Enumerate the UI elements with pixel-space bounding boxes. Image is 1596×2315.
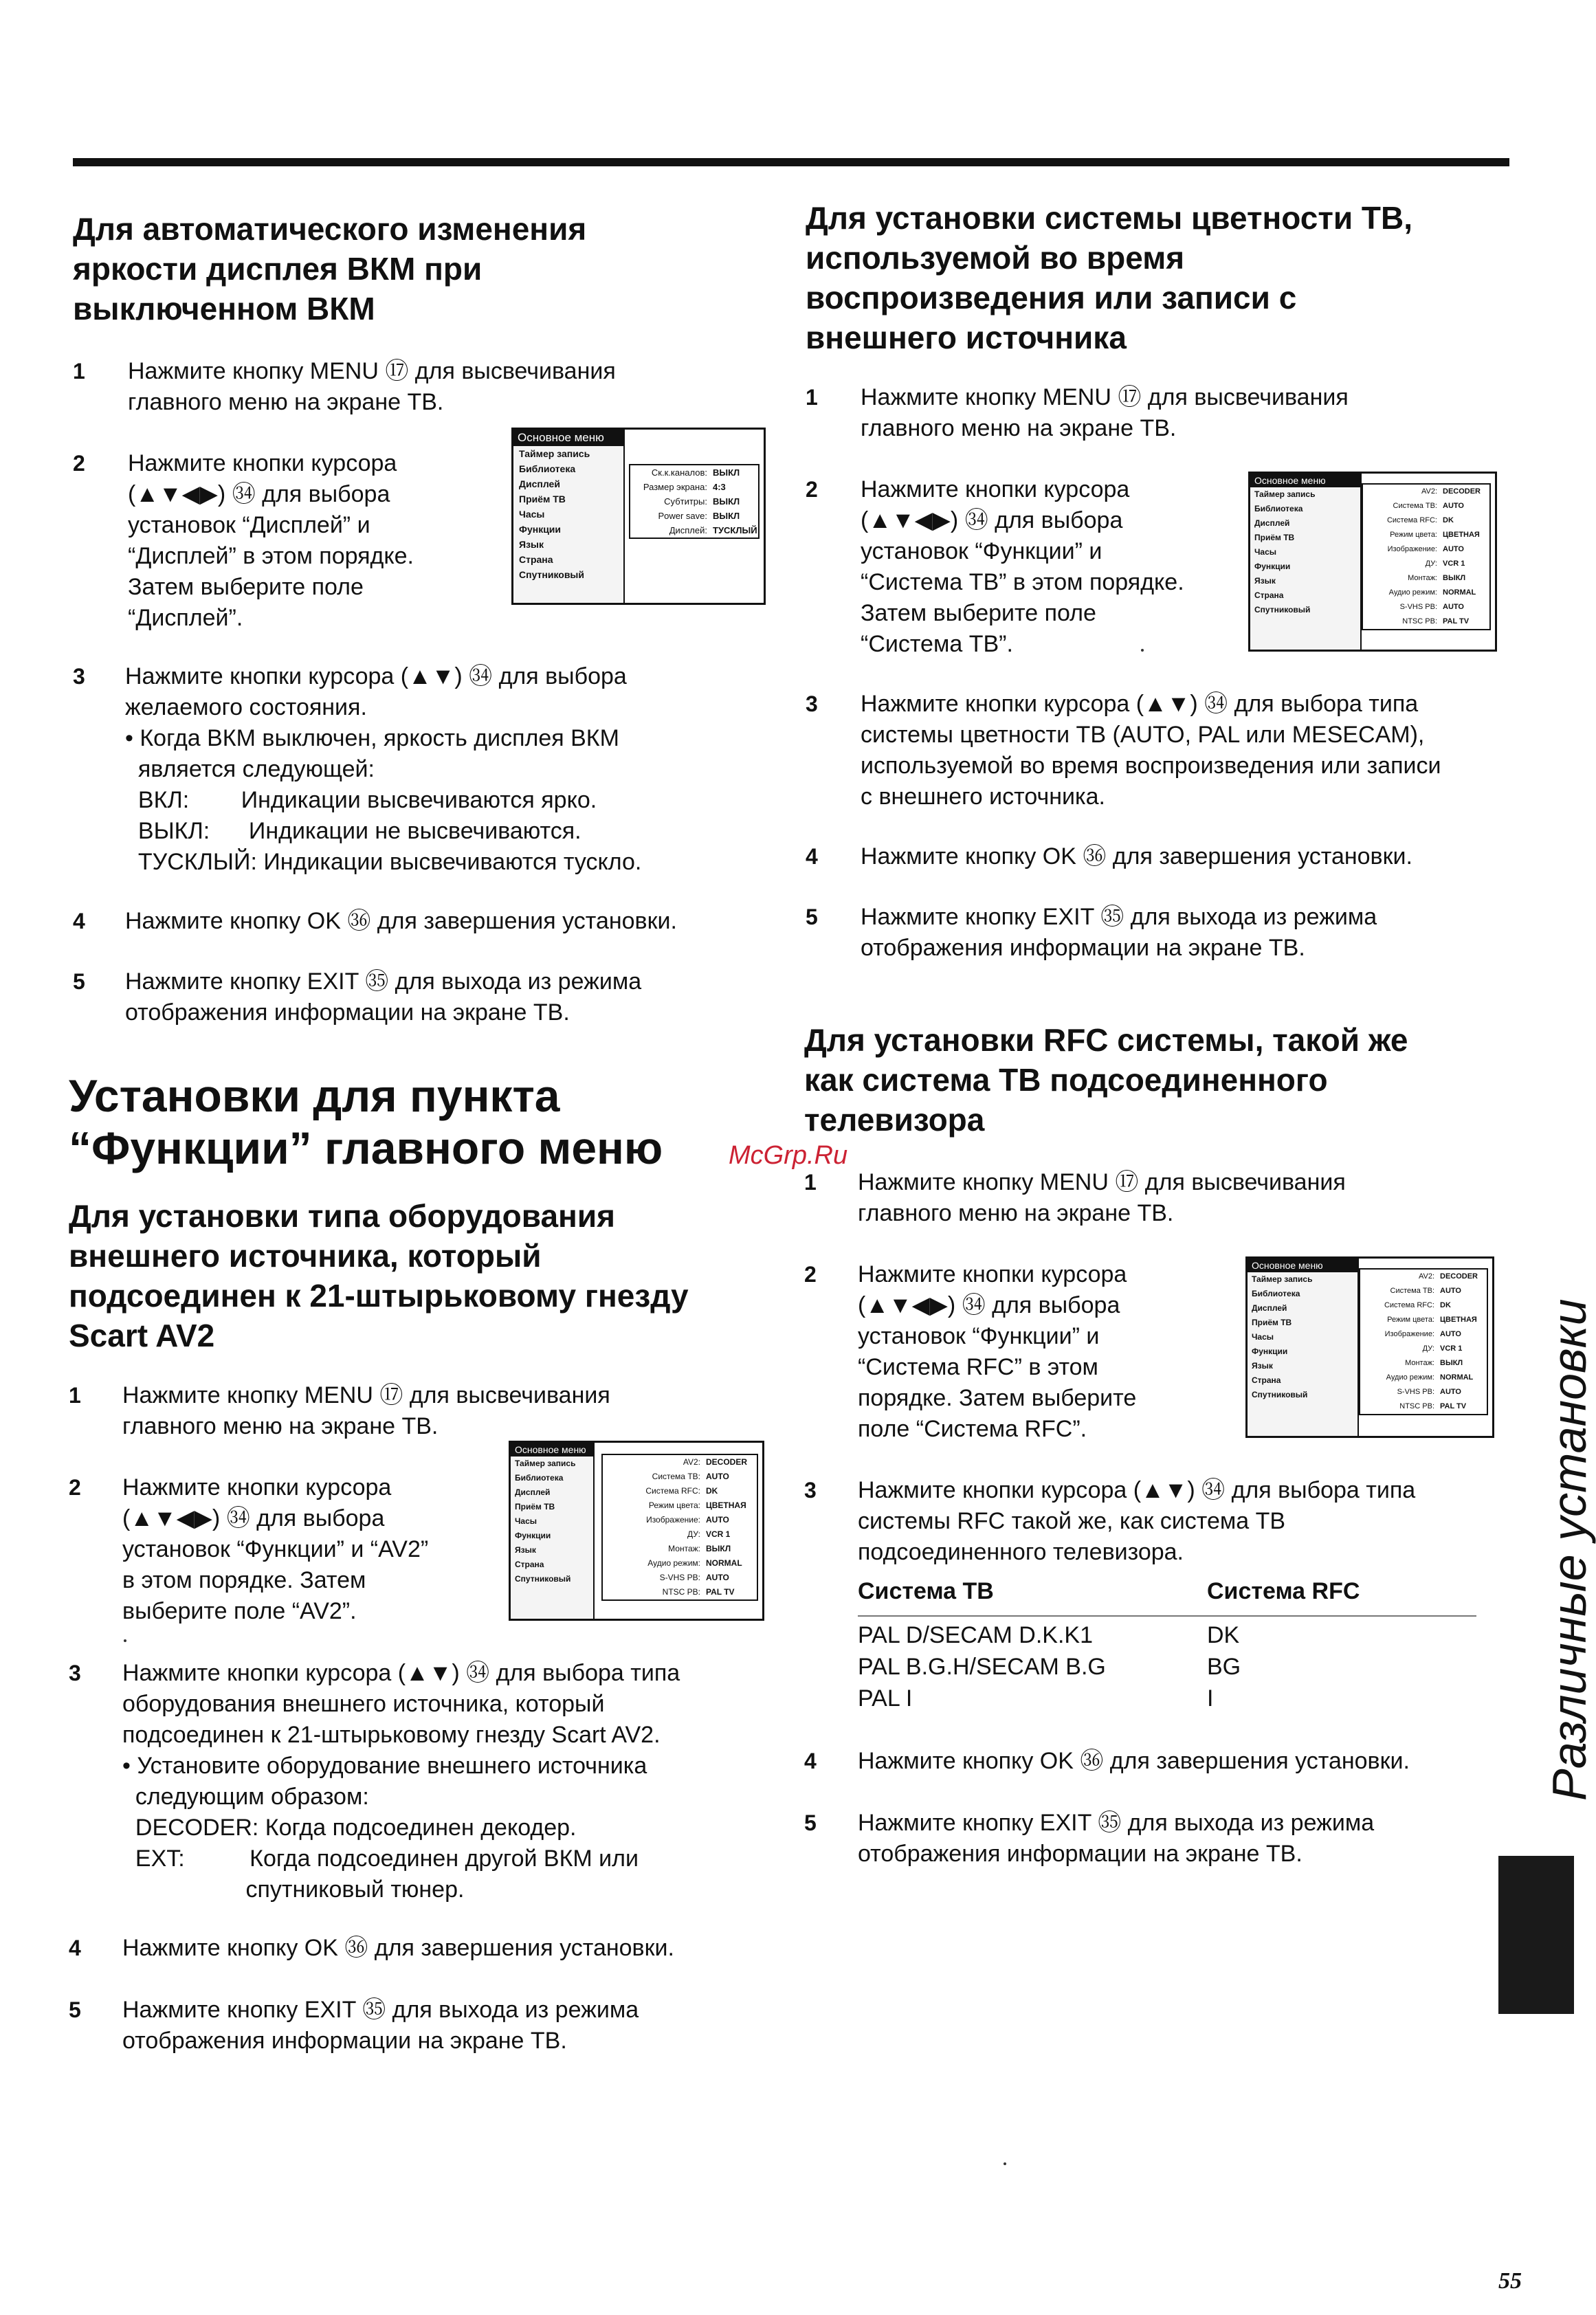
step-line: Нажмите кнопку MENU ⑰ для высвечивания xyxy=(122,1382,610,1408)
menu-setting-key: Система ТВ: xyxy=(652,1472,700,1481)
side-tab-label: Различные установки xyxy=(1542,1298,1596,1801)
step-line: подсоединен к 21-штырьковому гнезду Scart AV2. xyxy=(122,1722,661,1748)
heading-line: яркости дисплея ВКМ при xyxy=(73,251,483,287)
tv-menu-av2 xyxy=(509,1441,764,1621)
step-number: 5 xyxy=(804,1810,817,1835)
heading-auto-brightness xyxy=(73,209,586,329)
menu-item: Приём ТВ xyxy=(519,494,566,505)
menu-item: Дисплей xyxy=(1252,1303,1287,1313)
menu-setting-value: AUTO xyxy=(706,1515,729,1525)
menu-item: Дисплей xyxy=(519,478,560,489)
step-line: Нажмите кнопки курсора xyxy=(858,1261,1127,1287)
step-line: главного меню на экране ТВ. xyxy=(861,415,1177,441)
step-line: ВКЛ: Индикации высвечиваются ярко. xyxy=(125,787,597,813)
menu-title: Основное меню xyxy=(511,1443,593,1456)
menu-setting-value: AUTO xyxy=(1443,545,1464,553)
step-line: системы RFC такой же, как система ТВ xyxy=(858,1508,1286,1534)
menu-setting-value: DK xyxy=(1440,1301,1451,1309)
table-cell: I xyxy=(1207,1685,1214,1712)
heading-line: подсоединен к 21-штырьковому гнезду xyxy=(69,1278,689,1314)
menu-setting-value: ВЫКЛ xyxy=(1440,1359,1463,1367)
table-cell: BG xyxy=(1207,1654,1241,1680)
step-text xyxy=(122,1933,674,1964)
menu-settings-panel xyxy=(1359,1268,1488,1415)
step-text xyxy=(122,1658,680,1905)
step-number: 1 xyxy=(69,1383,81,1408)
menu-setting-value: AUTO xyxy=(1443,603,1464,611)
heading-line: Для установки типа оборудования xyxy=(69,1198,615,1234)
menu-setting-key: Дисплей: xyxy=(669,525,707,535)
menu-setting-key: S-VHS PB: xyxy=(1397,1388,1434,1396)
step-line: выберите поле “AV2”. xyxy=(122,1598,357,1624)
menu-item: Язык xyxy=(1254,576,1276,586)
step-line: является следующей: xyxy=(125,756,375,782)
menu-title: Основное меню xyxy=(513,430,623,446)
menu-setting-key: S-VHS PB: xyxy=(1399,603,1437,611)
step-text xyxy=(125,661,641,878)
menu-item: Библиотека xyxy=(519,463,576,474)
side-tab-block xyxy=(1498,1856,1574,2014)
menu-setting-value: AUTO xyxy=(706,1472,729,1481)
step-text xyxy=(128,356,616,418)
step-text xyxy=(858,1475,1415,1568)
menu-setting-key: Система ТВ: xyxy=(1393,502,1437,510)
heading-line: воспроизведения или записи с xyxy=(806,280,1297,315)
step-number: 3 xyxy=(804,1478,817,1503)
step-number: 2 xyxy=(804,1262,817,1287)
menu-item: Библиотека xyxy=(1254,504,1303,513)
menu-setting-key: Субтитры: xyxy=(664,496,707,507)
menu-setting-value: ВЫКЛ xyxy=(713,467,740,478)
heading-line: Scart AV2 xyxy=(69,1318,215,1353)
step-text xyxy=(861,841,1412,872)
step-number: 1 xyxy=(804,1170,817,1195)
table-cell: PAL B.G.H/SECAM B.G xyxy=(858,1654,1106,1680)
heading-line: Для установки RFC системы, такой же xyxy=(804,1022,1408,1058)
menu-setting-key: Система RFC: xyxy=(1384,1301,1434,1309)
menu-setting-key: Изображение: xyxy=(1384,1330,1434,1338)
menu-item: Функции xyxy=(1252,1347,1288,1356)
menu-setting-key: Аудио режим: xyxy=(647,1558,700,1568)
step-line: Нажмите кнопку OK ㊱ для завершения установки. xyxy=(122,1935,674,1961)
menu-setting-key: AV2: xyxy=(1418,1272,1434,1281)
step-line: Нажмите кнопку EXIT ㉟ для выхода из режима xyxy=(125,968,642,995)
menu-setting-value: DECODER xyxy=(1443,487,1481,496)
step-line: Нажмите кнопки курсора (▲▼) ㉞ для выбора xyxy=(125,663,627,689)
heading-rfc-system xyxy=(804,1020,1408,1140)
step-line: Нажмите кнопки курсора xyxy=(861,476,1130,502)
step-line: Нажмите кнопку OK ㊱ для завершения установки. xyxy=(125,908,677,934)
watermark: McGrp.Ru xyxy=(729,1141,848,1170)
menu-item: Страна xyxy=(515,1560,544,1569)
step-line: отображения информации на экране ТВ. xyxy=(861,935,1305,961)
step-number: 5 xyxy=(69,1997,81,2022)
menu-setting-key: Монтаж: xyxy=(1408,574,1437,582)
menu-item: Приём ТВ xyxy=(1252,1318,1292,1327)
top-rule xyxy=(73,158,1509,166)
heading-line: Для автоматического изменения xyxy=(73,211,587,247)
menu-setting-key: ДУ: xyxy=(687,1529,700,1539)
menu-settings-panel xyxy=(629,464,760,539)
step-text xyxy=(125,906,677,937)
menu-setting-key: NTSC PB: xyxy=(1399,1402,1434,1410)
menu-setting-key: Система RFC: xyxy=(1386,516,1437,524)
menu-item: Часы xyxy=(1252,1332,1274,1342)
heading-line: телевизора xyxy=(804,1102,985,1138)
menu-setting-value: ЦВЕТНАЯ xyxy=(706,1500,746,1510)
menu-setting-key: Ск.к.каналов: xyxy=(651,467,707,478)
menu-setting-value: PAL TV xyxy=(1440,1402,1467,1410)
menu-setting-value: DECODER xyxy=(706,1457,748,1467)
menu-setting-key: S-VHS PB: xyxy=(659,1573,700,1582)
menu-item: Страна xyxy=(1254,590,1284,600)
menu-setting-key: Монтаж: xyxy=(668,1544,700,1553)
menu-item: Библиотека xyxy=(515,1473,564,1483)
step-line: (▲▼◀▶) ㉞ для выбора xyxy=(861,507,1123,533)
menu-item: Часы xyxy=(519,509,545,520)
menu-setting-value: ВЫКЛ xyxy=(706,1544,731,1553)
step-line: порядке. Затем выберите xyxy=(858,1385,1137,1411)
step-line: (▲▼◀▶) ㉞ для выбора xyxy=(122,1505,385,1531)
menu-setting-value: AUTO xyxy=(1440,1388,1461,1396)
menu-setting-value: VCR 1 xyxy=(1440,1344,1463,1353)
heading-line: Установки для пункта xyxy=(69,1070,560,1121)
step-number: 5 xyxy=(806,905,818,929)
step-line: Нажмите кнопки курсора xyxy=(128,450,397,476)
menu-item: Функции xyxy=(1254,562,1291,571)
menu-setting-value: VCR 1 xyxy=(706,1529,731,1539)
menu-item: Часы xyxy=(515,1516,537,1526)
step-line: главного меню на экране ТВ. xyxy=(122,1413,439,1439)
menu-item: Приём ТВ xyxy=(515,1502,555,1511)
heading-av2-equipment xyxy=(69,1196,689,1355)
menu-setting-value: NORMAL xyxy=(706,1558,742,1568)
menu-setting-value: ЦВЕТНАЯ xyxy=(1443,531,1480,539)
step-line: установок “Функции” и xyxy=(858,1323,1100,1349)
step-line: в этом порядке. Затем xyxy=(122,1567,366,1593)
menu-setting-key: Аудио режим: xyxy=(1388,588,1437,597)
heading-line: внешнего источника, который xyxy=(69,1238,542,1274)
menu-item: Страна xyxy=(519,554,553,565)
heading-line: “Функции” главного меню xyxy=(69,1122,663,1173)
step-text xyxy=(858,1808,1374,1870)
step-line: с внешнего источника. xyxy=(861,784,1105,810)
menu-item: Спутниковый xyxy=(519,569,584,580)
step-line: ВЫКЛ: Индикации не высвечиваются. xyxy=(125,818,581,844)
step-line: Нажмите кнопки курсора (▲▼) ㉞ для выбора типа xyxy=(122,1660,680,1686)
step-line: Затем выберите поле xyxy=(861,600,1096,626)
menu-setting-key: Режим цвета: xyxy=(1387,1316,1434,1324)
menu-item: Таймер запись xyxy=(1254,489,1316,499)
step-text xyxy=(861,474,1184,660)
step-number: 2 xyxy=(806,477,818,502)
menu-setting-value: AUTO xyxy=(1440,1330,1461,1338)
menu-item: Таймер запись xyxy=(519,448,590,459)
table-cell: PAL D/SECAM D.K.K1 xyxy=(858,1622,1093,1648)
menu-item: Спутниковый xyxy=(1254,605,1311,614)
step-line: установок “Функции” и “AV2” xyxy=(122,1536,429,1562)
stray-dot xyxy=(124,1639,126,1642)
step-line: установок “Дисплей” и xyxy=(128,512,370,538)
step-text xyxy=(858,1746,1410,1777)
step-line: Нажмите кнопку EXIT ㉟ для выхода из режима xyxy=(858,1810,1375,1836)
step-line: • Установите оборудование внешнего источника xyxy=(122,1753,647,1779)
step-number: 4 xyxy=(804,1749,817,1773)
menu-item: Дисплей xyxy=(1254,518,1290,528)
step-line: (▲▼◀▶) ㉞ для выбора xyxy=(128,481,390,507)
menu-setting-key: ДУ: xyxy=(1425,560,1437,568)
step-line: подсоединенного телевизора. xyxy=(858,1539,1184,1565)
menu-setting-key: Система RFC: xyxy=(645,1486,700,1496)
step-text xyxy=(861,902,1377,964)
step-line: поле “Система RFC”. xyxy=(858,1416,1087,1442)
step-number: 1 xyxy=(73,359,85,384)
menu-setting-value: AUTO xyxy=(1440,1287,1461,1295)
step-line: Нажмите кнопки курсора xyxy=(122,1474,392,1500)
step-text xyxy=(122,1995,639,2057)
menu-setting-key: NTSC PB: xyxy=(662,1587,700,1597)
menu-item: Спутниковый xyxy=(1252,1390,1308,1399)
step-line: EXT: Когда подсоединен другой ВКМ или xyxy=(122,1846,639,1872)
step-line: • Когда ВКМ выключен, яркость дисплея ВКМ xyxy=(125,725,619,751)
step-line: Затем выберите поле xyxy=(128,574,364,600)
tv-menu-display xyxy=(511,428,766,605)
step-text xyxy=(861,382,1349,444)
step-line: (▲▼◀▶) ㉞ для выбора xyxy=(858,1292,1120,1318)
step-line: следующим образом: xyxy=(122,1784,369,1810)
menu-item: Спутниковый xyxy=(515,1574,571,1584)
tv-menu-rfc-system xyxy=(1245,1256,1494,1438)
step-line: Нажмите кнопки курсора (▲▼) ㉞ для выбора типа xyxy=(861,691,1419,717)
step-line: Нажмите кнопку MENU ⑰ для высвечивания xyxy=(861,384,1349,410)
menu-setting-value: 4:3 xyxy=(713,482,726,492)
menu-setting-value: PAL TV xyxy=(1443,617,1470,625)
step-line: “Дисплей”. xyxy=(128,605,243,631)
menu-item: Функции xyxy=(519,524,562,535)
step-number: 3 xyxy=(806,691,818,716)
menu-title: Основное меню xyxy=(1248,1259,1357,1272)
menu-setting-key: Изображение: xyxy=(1387,545,1437,553)
menu-setting-value: DK xyxy=(706,1486,718,1496)
step-text xyxy=(861,689,1441,812)
step-number: 3 xyxy=(73,664,85,689)
step-line: Нажмите кнопку EXIT ㉟ для выхода из режима xyxy=(122,1997,639,2023)
menu-setting-value: AUTO xyxy=(706,1573,729,1582)
step-line: “Система ТВ”. xyxy=(861,631,1013,657)
step-text xyxy=(122,1472,428,1627)
step-line: главного меню на экране ТВ. xyxy=(858,1200,1174,1226)
menu-item: Таймер запись xyxy=(515,1459,576,1468)
step-number: 5 xyxy=(73,969,85,994)
menu-setting-key: Изображение: xyxy=(646,1515,700,1525)
menu-title: Основное меню xyxy=(1250,474,1360,487)
step-line: системы цветности ТВ (AUTO, PAL или MESECAM), xyxy=(861,722,1425,748)
step-line: Нажмите кнопку MENU ⑰ для высвечивания xyxy=(858,1169,1346,1195)
menu-item: Дисплей xyxy=(515,1487,551,1497)
step-line: установок “Функции” и xyxy=(861,538,1102,564)
step-number: 2 xyxy=(69,1475,81,1500)
step-text xyxy=(128,448,414,634)
step-number: 2 xyxy=(73,451,85,476)
step-line: Нажмите кнопки курсора (▲▼) ㉞ для выбора типа xyxy=(858,1477,1416,1503)
menu-setting-value: DK xyxy=(1443,516,1454,524)
menu-setting-key: Режим цвета: xyxy=(648,1500,700,1510)
tv-menu-tv-system xyxy=(1248,472,1497,652)
stray-dot xyxy=(1004,2162,1006,2165)
menu-setting-value: ВЫКЛ xyxy=(1443,574,1466,582)
page-number: 55 xyxy=(1498,2268,1522,2294)
step-line: отображения информации на экране ТВ. xyxy=(125,999,570,1026)
table-cell: DK xyxy=(1207,1622,1240,1648)
heading-line: используемой во время xyxy=(806,240,1185,276)
step-line: “Система ТВ” в этом порядке. xyxy=(861,569,1184,595)
step-number: 4 xyxy=(73,909,85,933)
step-line: спутниковый тюнер. xyxy=(122,1876,465,1903)
menu-item: Функции xyxy=(515,1531,551,1540)
menu-setting-value: ВЫКЛ xyxy=(713,511,740,521)
menu-setting-key: Монтаж: xyxy=(1405,1359,1434,1367)
step-line: отображения информации на экране ТВ. xyxy=(122,2028,567,2054)
step-number: 4 xyxy=(69,1936,81,1960)
menu-setting-value: NORMAL xyxy=(1443,588,1476,597)
menu-setting-key: AV2: xyxy=(1421,487,1437,496)
menu-item: Язык xyxy=(515,1545,536,1555)
menu-item: Приём ТВ xyxy=(1254,533,1295,542)
step-line: отображения информации на экране ТВ. xyxy=(858,1841,1303,1867)
heading-line: Для установки системы цветности ТВ, xyxy=(806,200,1413,236)
step-line: Нажмите кнопку EXIT ㉟ для выхода из режима xyxy=(861,904,1377,930)
menu-settings-panel xyxy=(1362,483,1491,630)
table-header: Система RFC xyxy=(1207,1578,1360,1604)
menu-setting-value: DECODER xyxy=(1440,1272,1478,1281)
table-divider xyxy=(858,1615,1476,1617)
step-number: 4 xyxy=(806,844,818,869)
menu-setting-value: AUTO xyxy=(1443,502,1464,510)
step-line: Нажмите кнопку OK ㊱ для завершения установки. xyxy=(858,1748,1410,1774)
heading-line: внешнего источника xyxy=(806,320,1127,355)
menu-setting-value: NORMAL xyxy=(1440,1373,1474,1382)
menu-setting-value: ЦВЕТНАЯ xyxy=(1440,1316,1477,1324)
menu-setting-key: Аудио режим: xyxy=(1386,1373,1434,1382)
menu-item: Часы xyxy=(1254,547,1277,557)
menu-setting-value: PAL TV xyxy=(706,1587,735,1597)
step-line: “Дисплей” в этом порядке. xyxy=(128,543,414,569)
menu-setting-key: NTSC PB: xyxy=(1402,617,1437,625)
step-line: желаемого состояния. xyxy=(125,694,367,720)
heading-line: выключенном ВКМ xyxy=(73,291,375,326)
menu-setting-key: Размер экрана: xyxy=(643,482,707,492)
menu-setting-key: Система ТВ: xyxy=(1390,1287,1434,1295)
table-cell: PAL I xyxy=(858,1685,913,1712)
step-line: “Система RFC” в этом xyxy=(858,1354,1098,1380)
menu-setting-key: Режим цвета: xyxy=(1390,531,1437,539)
step-number: 3 xyxy=(69,1661,81,1685)
heading-line: как система ТВ подсоединенного xyxy=(804,1062,1328,1098)
menu-item: Язык xyxy=(519,539,544,550)
step-text xyxy=(858,1167,1346,1229)
stray-dot xyxy=(1141,649,1144,652)
menu-setting-value: VCR 1 xyxy=(1443,560,1465,568)
menu-setting-key: ДУ: xyxy=(1422,1344,1434,1353)
step-line: главного меню на экране ТВ. xyxy=(128,389,444,415)
step-line: оборудования внешнего источника, который xyxy=(122,1691,605,1717)
step-line: DECODER: Когда подсоединен декодер. xyxy=(122,1815,577,1841)
table-header: Система ТВ xyxy=(858,1578,994,1604)
menu-item: Библиотека xyxy=(1252,1289,1300,1298)
heading-tv-color-system xyxy=(806,198,1412,357)
menu-item: Язык xyxy=(1252,1361,1273,1371)
menu-setting-value: ВЫКЛ xyxy=(713,496,740,507)
menu-setting-key: AV2: xyxy=(683,1457,700,1467)
step-line: используемой во время воспроизведения или записи xyxy=(861,753,1441,779)
menu-settings-panel xyxy=(601,1454,758,1601)
step-line: Нажмите кнопку MENU ⑰ для высвечивания xyxy=(128,358,616,384)
step-number: 1 xyxy=(806,385,818,410)
step-text xyxy=(122,1380,610,1442)
menu-setting-key: Power save: xyxy=(658,511,707,521)
menu-item: Страна xyxy=(1252,1375,1281,1385)
step-line: ТУСКЛЫЙ: Индикации высвечиваются тускло. xyxy=(125,849,642,875)
menu-setting-value: ТУСКЛЫЙ xyxy=(713,525,757,535)
big-heading-functions xyxy=(69,1070,663,1174)
step-line: Нажмите кнопку OK ㊱ для завершения установки. xyxy=(861,843,1412,869)
step-text xyxy=(858,1259,1136,1445)
step-text xyxy=(125,966,641,1028)
menu-item: Таймер запись xyxy=(1252,1274,1313,1284)
